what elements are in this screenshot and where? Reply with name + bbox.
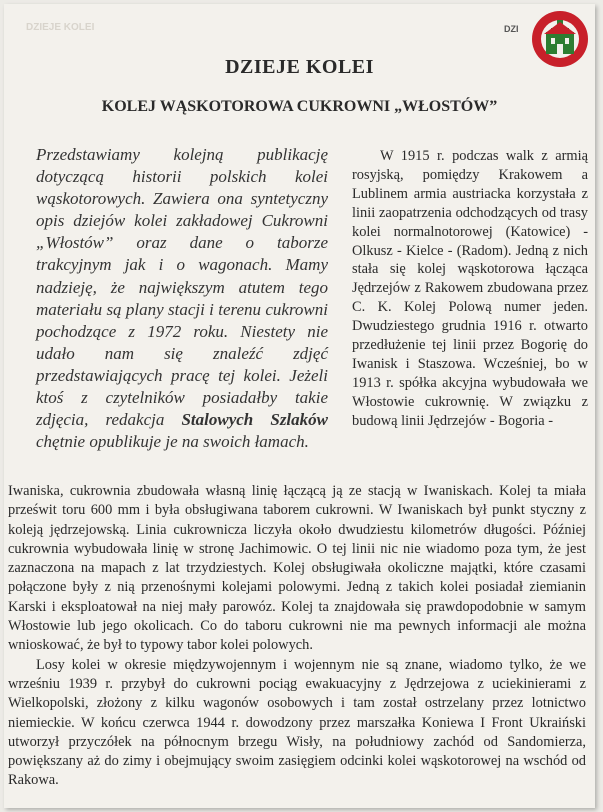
body-paragraph: Losy kolei w okresie międzywojennym i wojennym nie są znane, wiadomo tylko, że we wrześniu 1939 r. przybył do cukrowni pociąg ewakuacyjny z Jędrzejowa z uciekinierami z Wielkopolski, złożony z kilku wagonów osobowych i tam został ostrzelany przez lotnictwo niemieckie. W końcu czerwca 1944 r. dowodzony przez marszałka Koniewa I Front Ukraiński utworzył przyczółek na północnym brzegu Wisły, na południowy zachód od Sandomierza, powiększany aż do zimy i obejmujący swoim zasięgiem odcinki kolei wąskotorowej na wschód od Rakowa. — [8, 656, 586, 789]
article-body-full-width — [8, 482, 586, 791]
article-headline: KOLEJ WĄSKOTOROWA CUKROWNI „WŁOSTÓW” — [101, 98, 498, 115]
lede-text: Przedstawiamy kolejną publikację dotyczącą historii polskich kolei wąskotorowych. Zawiera ona syntetyczny opis dziejów kolei zakładowej Cukrowni „Włostów” oraz dane o taborze trakcyjnym jak i o wagonach. Mamy nadzieję, że największym atutem tego materiału są plany stacji i terenu cukrowni pochodzące z 1972 roku. Niestety nie udało nam się znaleźć zdjęć przedstawiających pracę tej kolei. Jeżeli ktoś z czytelników posiadałby takie zdjęcia, redakcja — [36, 145, 328, 430]
body-paragraph: Iwaniska, cukrownia zbudowała własną linię łączącą ją ze stacją w Iwaniskach. Kolej ta miała prześwit toru 600 mm i była obsługiwana taborem cukrowni. W Iwaniskach był punkt styczny z koleją jędrzejowską. Linia cukrownicza liczyła około dwudziestu kilometrów długości. Później cukrownia wybudowała linię w stronę Jachimowic. O tej linii nic nie wiadomo poza tym, że jest zaznaczona na mapach z lat trzydziestych. Kolej obsługiwała okoliczne majątki, które czasami połączone były z nią przenośnymi kolejami polowymi. Jedną z takich kolei posiadał ziemianin Karski i eksploatował na niej mały parowóz. Kolej ta znajdowała się prawdopodobnie w samym Włostowie lub jego okolicach. Co do taboru cukrowni nie ma pewnych informacji ale można wnioskować, że był to typowy tabor kolei polowych. — [8, 483, 586, 654]
article-lede — [36, 144, 328, 453]
magazine-page — [4, 4, 595, 808]
magazine-name: Stalowych Szlaków — [181, 410, 328, 430]
article-section-title: DZIEJE KOLEI — [225, 56, 374, 78]
lede-text-end: chętnie opublikuje je na swoich łamach. — [36, 432, 309, 452]
article-right-column: W 1915 r. podczas walk z armią rosyjską, pomiędzy Krakowem a Lublinem armia austriacka korzystała z linii zaopatrzenia odchodzących od trasy kolei normalnotorowej (Katowice) - Olkusz - Kielce - (Radom). Jedną z nich stała się kolej wąskotorowa łącząca Jędrzejów z Rakowem zbudowana przez C. K. Kolej Polową numer jeden. Dwudziestego grudnia 1916 r. otwarto przedłużenie tej linii przez Bogorię do Iwanisk i Staszowa. Wcześniej, bo w 1913 r. spółka akcyjna wybudowała we Włostowie cukrownię. W związku z budową linii Jędrzejów - Bogoria - — [352, 148, 588, 429]
running-head: DZI — [504, 24, 519, 34]
ghost-show-through-text: DZIEJE KOLEI — [26, 22, 95, 33]
